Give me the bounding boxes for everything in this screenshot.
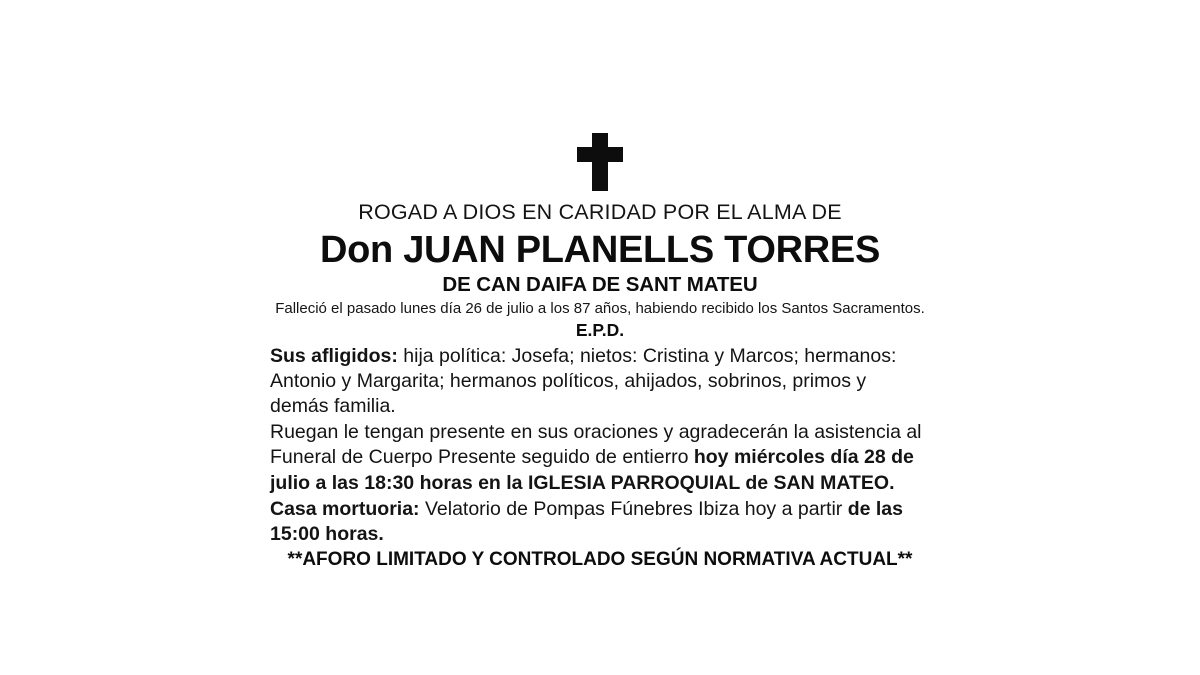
cross-horizontal-bar [577, 147, 623, 162]
deceased-name: Don JUAN PLANELLS TORRES [319, 228, 881, 271]
prayer-plain: Ruegan le tengan presente en sus oraciones y agradecerán la asistencia al Funeral de Cuerpo Presente seguido de entierro [270, 421, 922, 469]
death-details-line: Falleció el pasado lunes día 26 de julio a los 87 años, habiendo recibido los Santos Sacramentos. [275, 299, 925, 317]
funeral-details: hoy miércoles día 28 de julio a las 18:30 horas en la IGLESIA PARROQUIAL de SAN MATEO. [270, 446, 914, 494]
family-paragraph [270, 344, 930, 419]
mortuary-time: de las 15:00 horas. [270, 497, 903, 545]
latin-cross-icon [577, 133, 623, 191]
prayer-paragraph [270, 420, 930, 495]
obituary-notice [270, 132, 930, 572]
mortuary-paragraph [270, 497, 930, 547]
cross-icon-wrapper [270, 132, 930, 192]
epd-line: E.P.D. [575, 319, 625, 340]
invocation-line: ROGAD A DIOS EN CARIDAD POR EL ALMA DE [358, 200, 842, 224]
cross-vertical-bar [592, 133, 608, 191]
capacity-notice: **AFORO LIMITADO Y CONTROLADO SEGÚN NORMATIVA ACTUAL** [287, 548, 913, 570]
obituary-body [270, 344, 930, 572]
family-lead: Sus afligidos: [270, 344, 398, 367]
family-rest: hija política: Josefa; nietos: Cristina y Marcos; hermanos: Antonio y Margarita; hermanos políticos, ahijados, sobrinos, primos y demás familia. [270, 344, 897, 418]
mortuary-plain: Velatorio de Pompas Fúnebres Ibiza hoy a partir [419, 497, 848, 520]
mortuary-label: Casa mortuoria: [270, 497, 420, 520]
house-name: DE CAN DAIFA DE SANT MATEU [442, 273, 758, 297]
